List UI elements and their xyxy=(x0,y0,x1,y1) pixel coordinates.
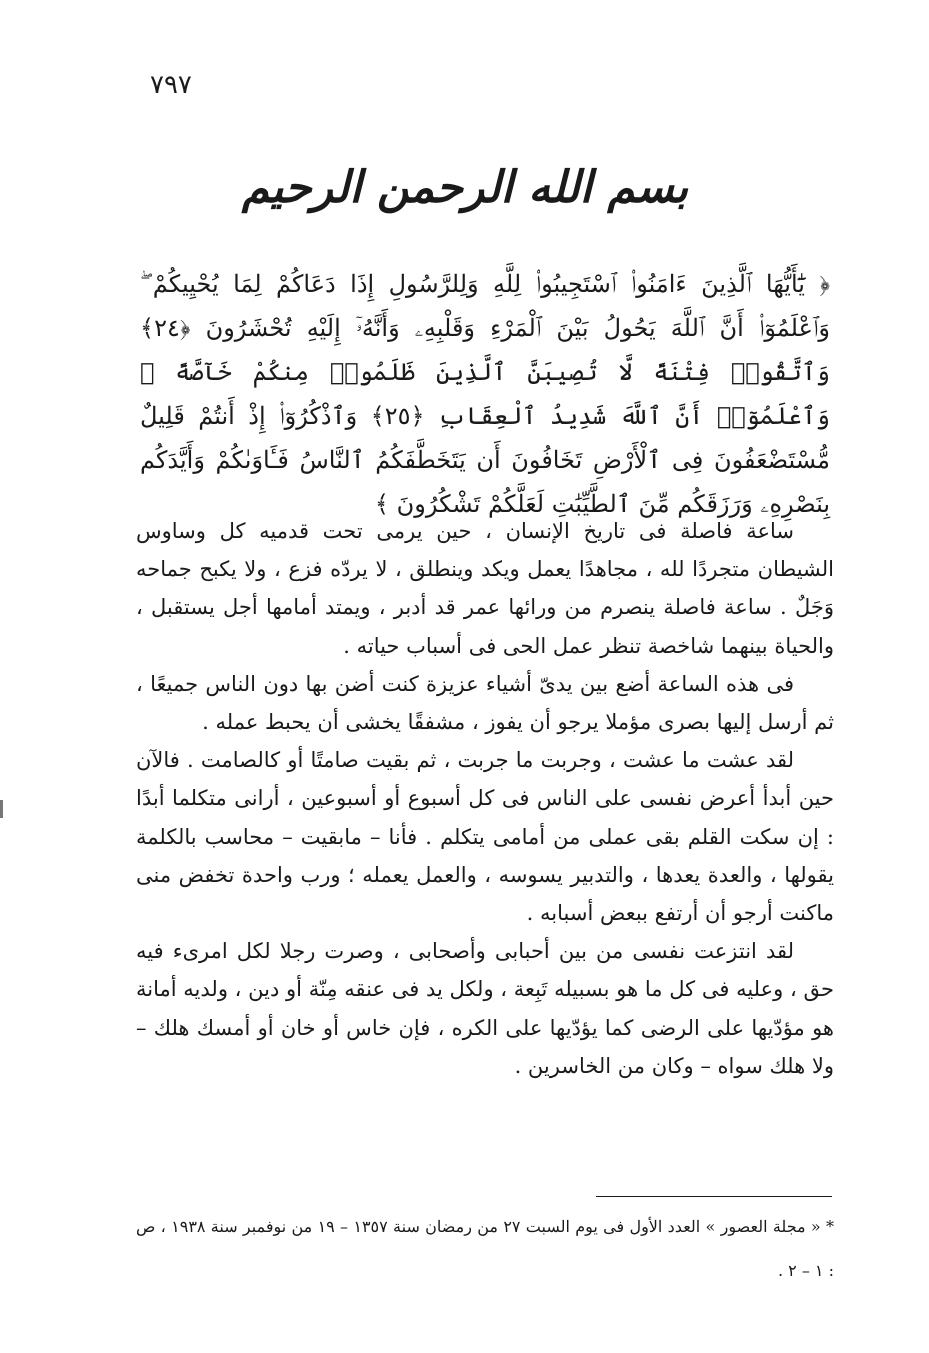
footnote: * « مجلة العصور » العدد الأول فى يوم السبت ٢٧ من رمضان سنة ١٣٥٧ – ١٩ من نوفمبر سنة ١٩٣٨ ، ص : ١ – ٢ . xyxy=(136,1217,835,1280)
paragraph-4: لقد انتزعت نفسى من بين أحبابى وأصحابى ، وصرت رجلا لكل امرىء فيه حق ، وعليه فى كل ما هو بسبيله تَبِعة ، ولكل يد فى عنقه مِنّة أو دين ، ولديه أمانة هو مؤدّيها على الرضى كما يؤدّيها على الكره ، فإن خاس أو خان أو أمسك هلك – ولا هلك سواه – وكان من الخاسرين . xyxy=(136,939,834,1078)
paragraph-1: ساعة فاصلة فى تاريخ الإنسان ، حين يرمى تحت قدميه كل وساوس الشيطان متجردًا لله ، مجاهدًا يعمل ويكد وينطلق ، لا يردّه فزع ، ولا يكبح جماحه وَجَلٌ . ساعة فاصلة ينصرم من ورائها عمر قد أدبر ، ويمتد أمامها أجل يستقبل ، والحياة بينهما شاخصة تنظر عمل الحى فى أسباب حياته . xyxy=(136,519,834,658)
quran-verse: ﴿ يَٰٓأَيُّهَا ٱلَّذِينَ ءَامَنُوا۟ ٱسْتَجِيبُوا۟ لِلَّهِ وَلِلرَّسُولِ إِذَا دَعَاكُمْ لِمَا يُحْيِيكُمْ ۖ وَٱعْلَمُوٓا۟ أَنَّ ٱللَّهَ يَحُولُ بَيْنَ ٱلْمَرْءِ وَقَلْبِهِۦ وَأَنَّهُۥٓ إِلَيْهِ تُحْشَرُونَ ﴿٢٤﴾ وَٱتَّقُوا۟ فِتْنَةً لَّا تُصِيبَنَّ ٱلَّذِينَ ظَلَمُوا۟ مِنكُمْ خَآصَّةً ۖ وَٱعْلَمُوٓا۟ أَنَّ ٱللَّهَ شَدِيدُ ٱلْعِقَابِ ﴿٢٥﴾ وَٱذْكُرُوٓا۟ إِذْ أَنتُمْ قَلِيلٌ مُّسْتَضْعَفُونَ فِى ٱلْأَرْضِ تَخَافُونَ أَن يَتَخَطَّفَكُمُ ٱلنَّاسُ فَـَٔاوَىٰكُمْ وَأَيَّدَكُم بِنَصْرِهِۦ وَرَزَقَكُم مِّنَ ٱلطَّيِّبَٰتِ لَعَلَّكُمْ تَشْكُرُونَ ﴾ xyxy=(140,270,830,518)
paragraph-2: فى هذه الساعة أضع بين يدىّ أشياء عزيزة كنت أضن بها دون الناس جميعًا ، ثم أرسل إليها بصرى مؤملا يرجو أن يفوز ، مشفقًا يخشى أن يحبط عمله . xyxy=(136,671,834,735)
paragraph-3: لقد عشت ما عشت ، وجربت ما جربت ، ثم بقيت صامتًا أو كالصامت . فالآن حين أبدأ أعرض نفسى على الناس فى كل أسبوع أو أسبوعين ، أرانى متكلما أبدًا : إن سكت القلم بقى عملى من أمامى يتكلم . فأنا – مابقيت – محاسب بالكلمة يقولها ، والعدة يعدها ، والتدبير يسوسه ، والعمل يعمله ؛ ورب واحدة تخفض منى ماكنت أرجو أن أرتفع ببعض أسبابه . xyxy=(136,748,834,926)
footnote-divider xyxy=(596,1196,832,1197)
scan-edge-mark xyxy=(0,800,3,818)
page-number: ٧٩٧ xyxy=(150,70,192,100)
body-text xyxy=(136,512,834,1085)
basmala-calligraphy: بسم الله الرحمن الرحيم xyxy=(241,162,689,213)
